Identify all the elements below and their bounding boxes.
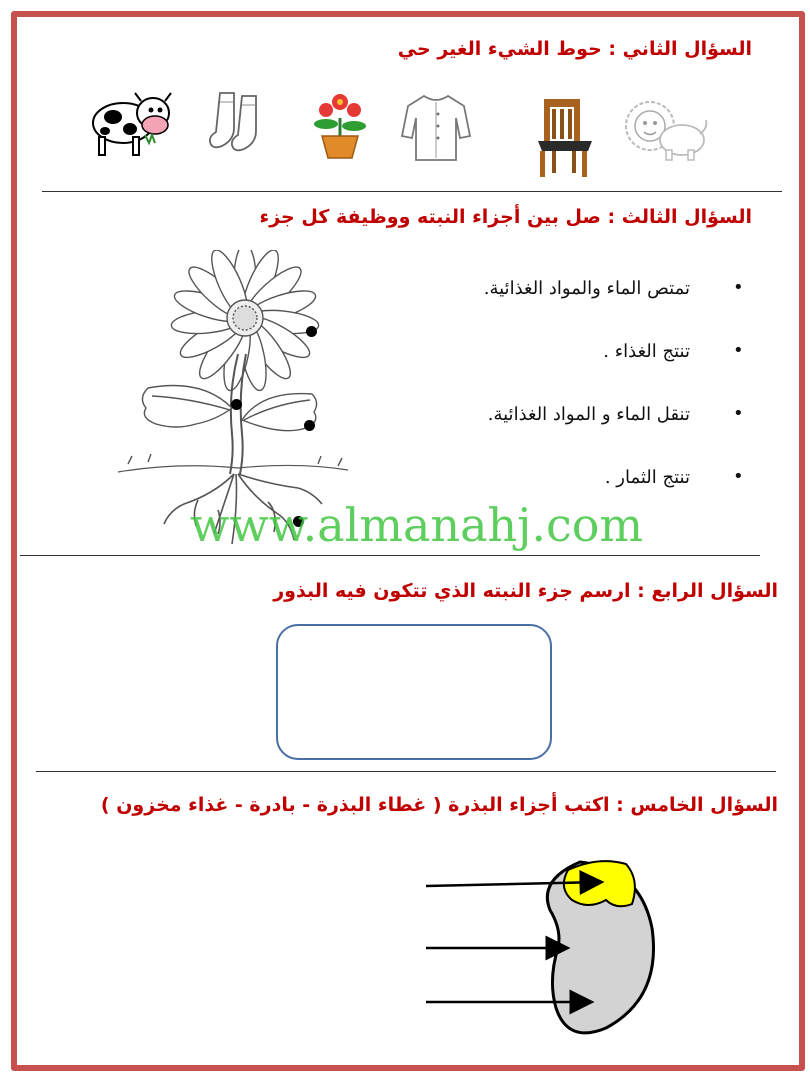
chair-icon[interactable]	[530, 97, 600, 179]
q5-title: السؤال الخامس : اكتب أجزاء البذرة ( غطاء البذرة - بادرة - غذاء مخزون )	[100, 794, 778, 816]
bullet-2: •	[733, 340, 744, 361]
q3-title: السؤال الثالث : صل بين أجزاء النبته ووظيفة كل جزء	[259, 206, 752, 228]
bullet-3: •	[733, 403, 744, 424]
bullet-1: •	[733, 277, 744, 298]
match-dot-stem[interactable]	[304, 420, 315, 431]
lion-toy-icon[interactable]	[622, 98, 708, 164]
drawing-box[interactable]	[276, 624, 552, 760]
function-item-3: تنقل الماء و المواد الغذائية.	[487, 404, 690, 425]
q2-title: السؤال الثاني : حوط الشيء الغير حي	[397, 38, 752, 60]
function-item-2: تنتج الغذاء .	[603, 341, 690, 362]
match-dot-leaf[interactable]	[231, 399, 242, 410]
match-dot-flower[interactable]	[306, 326, 317, 337]
divider-2	[20, 555, 760, 556]
shirt-icon[interactable]	[400, 92, 472, 162]
divider-1	[42, 191, 782, 192]
socks-icon[interactable]	[208, 88, 278, 158]
watermark: www.almanahj.com	[190, 498, 644, 552]
flower-pot-icon[interactable]	[308, 88, 373, 160]
seed-diagram	[420, 852, 670, 1042]
function-item-1: تمتص الماء والمواد الغذائية.	[483, 278, 690, 299]
function-item-4: تنتج الثمار .	[604, 467, 690, 488]
divider-3	[36, 771, 776, 772]
q4-title: السؤال الرابع : ارسم جزء النبته الذي تتكون فيه البذور	[273, 580, 778, 602]
cow-icon[interactable]	[85, 85, 180, 160]
bullet-4: •	[733, 466, 744, 487]
